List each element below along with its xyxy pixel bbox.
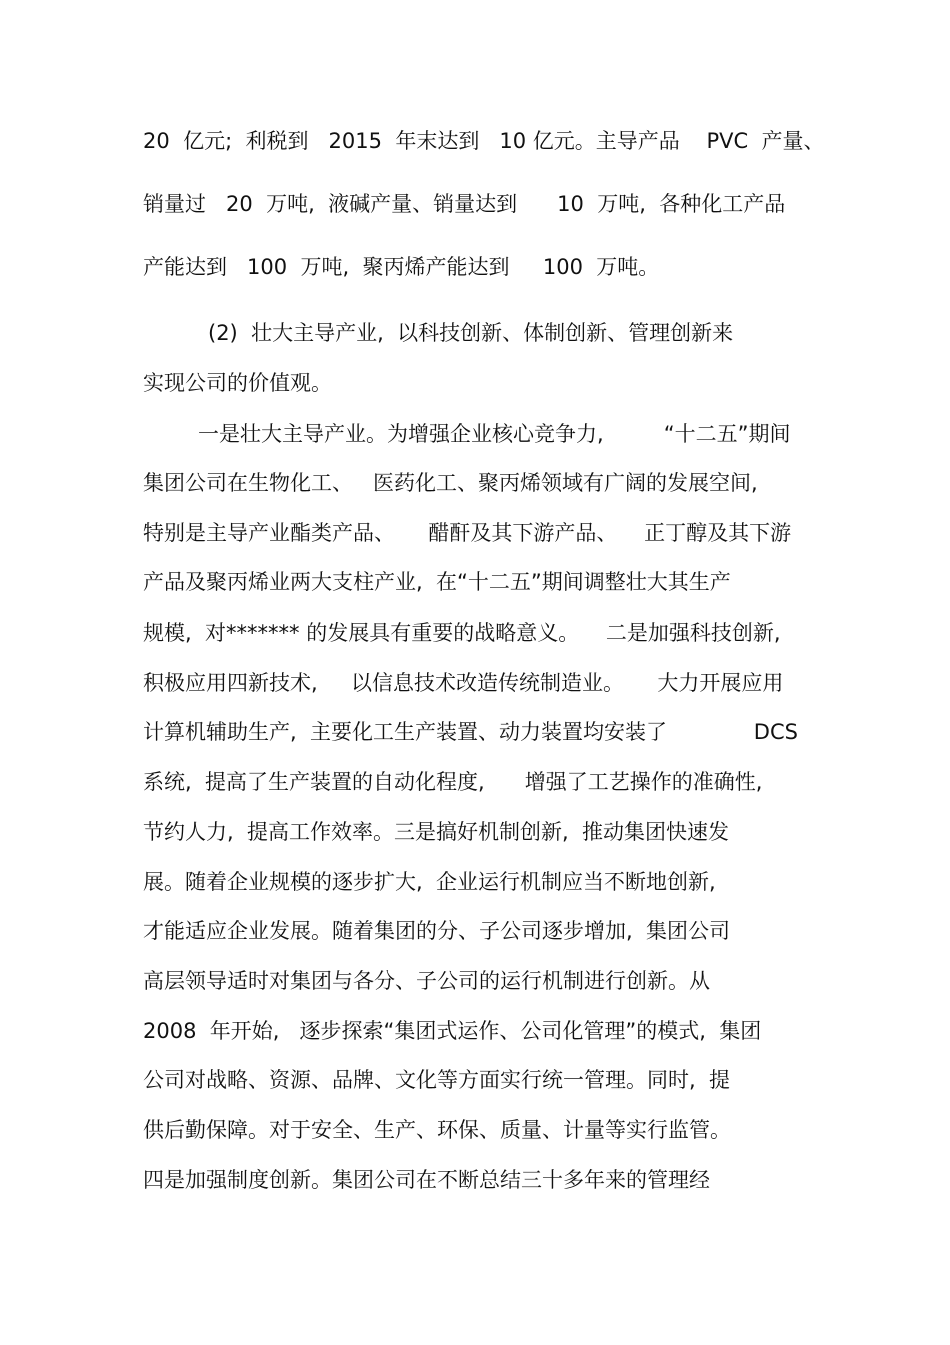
- text-line: 一是壮大主导产业。为增强企业核心竞争力, “十二五”期间: [198, 422, 791, 446]
- text-line: 2008 年开始, 逐步探索“集团式运作、公司化管理”的模式, 集团: [143, 1019, 762, 1043]
- text-line: 四是加强制度创新。集团公司在不断总结三十多年来的管理经: [143, 1168, 710, 1192]
- text-line: 特别是主导产业酯类产品、 醋酐及其下游产品、 正丁醇及其下游: [143, 521, 792, 545]
- text-line: 系统, 提高了生产装置的自动化程度, 增强了工艺操作的准确性,: [143, 770, 763, 794]
- paragraph-heading: (2) 壮大主导产业, 以科技创新、体制创新、管理创新来: [208, 321, 734, 345]
- text-line: 20 亿元; 利税到 2015 年末达到 10 亿元。主导产品 PVC 产量、: [143, 129, 825, 153]
- text-line: 计算机辅助生产, 主要化工生产装置、动力装置均安装了 DCS: [143, 720, 798, 744]
- text-line: 节约人力, 提高工作效率。三是搞好机制创新, 推动集团快速发: [143, 820, 730, 844]
- text-line: 集团公司在生物化工、 医药化工、聚丙烯领域有广阔的发展空间,: [143, 471, 758, 495]
- text-line: 产品及聚丙烯业两大支柱产业, 在“十二五”期间调整壮大其生产: [143, 570, 731, 594]
- text-line: 实现公司的价值观。: [143, 371, 332, 395]
- text-line: 销量过 20 万吨, 液碱产量、销量达到 10 万吨, 各种化工产品: [143, 192, 786, 216]
- text-line: 才能适应企业发展。随着集团的分、子公司逐步增加, 集团公司: [143, 919, 731, 943]
- text-line: 积极应用四新技术, 以信息技术改造传统制造业。 大力开展应用: [143, 671, 784, 695]
- text-line: 产能达到 100 万吨, 聚丙烯产能达到 100 万吨。: [143, 255, 660, 279]
- text-line: 高层领导适时对集团与各分、子公司的运行机制进行创新。从: [143, 969, 710, 993]
- text-line: 规模, 对******* 的发展具有重要的战略意义。 二是加强科技创新,: [143, 621, 781, 645]
- text-line: 供后勤保障。对于安全、生产、环保、质量、计量等实行监管。: [143, 1118, 731, 1142]
- text-line: 展。随着企业规模的逐步扩大, 企业运行机制应当不断地创新,: [143, 870, 716, 894]
- text-line: 公司对战略、资源、品牌、文化等方面实行统一管理。同时, 提: [143, 1068, 731, 1092]
